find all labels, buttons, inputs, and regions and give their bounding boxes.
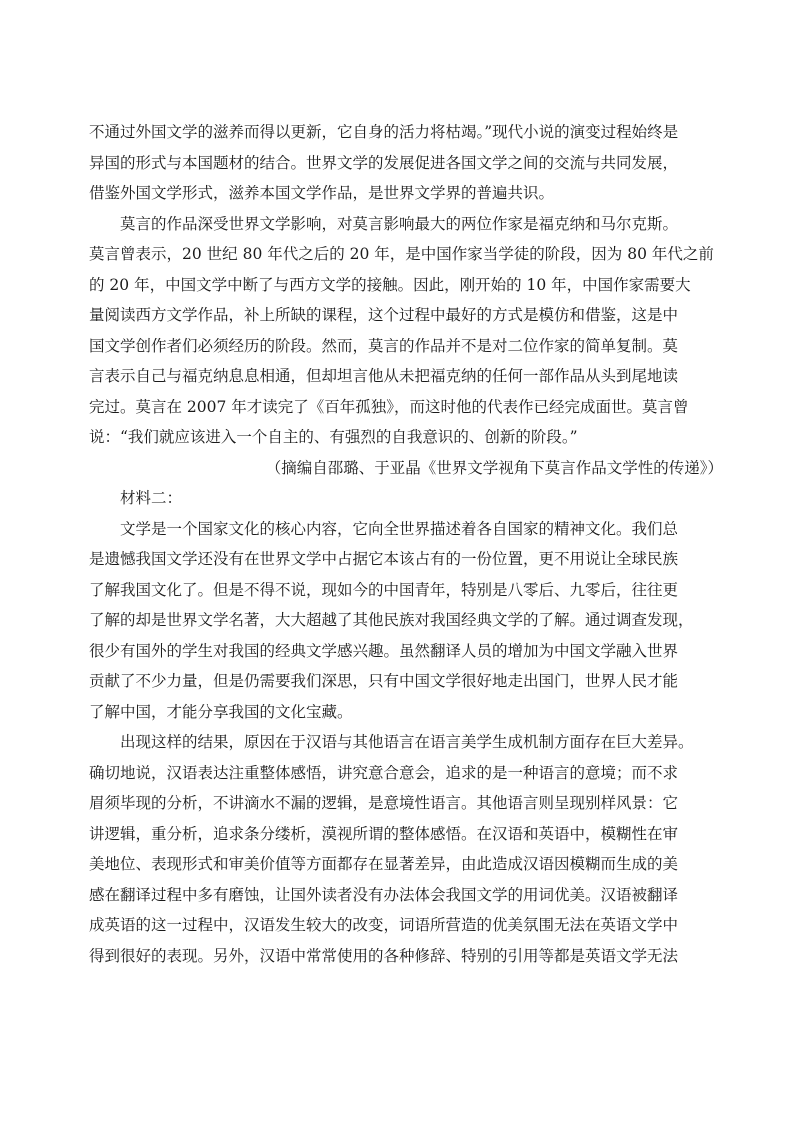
text-line: 莫言的作品深受世界文学影响，对莫言影响最大的两位作家是福克纳和马尔克斯。: [120, 214, 679, 233]
text-line: 了解中国，才能分享我国的文化宝藏。: [89, 702, 353, 721]
text-line: 是遗憾我国文学还没有在世界文学中占据它本该占有的一份位置，更不用说让全球民族: [89, 550, 679, 568]
text-line: 得到很好的表现。另外，汉语中常常使用的各种修辞、特别的引用等都是英语文学无法: [89, 946, 679, 965]
text-line: 完过。莫言在 2007 年才读完了《百年孤独》，而这时他的代表作已经完成面世。莫言曾: [89, 397, 689, 416]
text-line: 出现这样的结果，原因在于汉语与其他语言在语言美学生成机制方面存在巨大差异。: [120, 733, 694, 751]
text-line: 国文学创作者们必须经历的阶段。然而，莫言的作品并不是对二位作家的简单复制。莫: [89, 336, 679, 355]
text-line: 异国的形式与本国题材的结合。世界文学的发展促进各国文学之间的交流与共同发展，: [89, 153, 679, 172]
text-line: 莫言曾表示，20 世纪 80 年代之后的 20 年，是中国作家当学徒的阶段，因为 80 年代之前: [89, 245, 714, 263]
text-line: 说：“我们就应该进入一个自主的、有强烈的自我意识的、创新的阶段。”: [89, 428, 578, 446]
text-line: 成英语的这一过程中，汉语发生较大的改变，词语所营造的优美氛围无法在英语文学中: [89, 916, 679, 934]
text-line: 了解的却是世界文学名著，大大超越了其他民族对我国经典文学的了解。通过调查发现，: [89, 611, 694, 629]
text-line: 了解我国文化了。但是不得不说，现如今的中国青年，特别是八零后、九零后，往往更: [89, 580, 679, 599]
text-line: 的 20 年，中国文学中断了与西方文学的接触。因此，刚开始的 10 年，中国作家需要大: [89, 275, 691, 294]
text-line: 眉须毕现的分析，不讲滴水不漏的逻辑，是意境性语言。其他语言则呈现别样风景：它: [89, 794, 679, 812]
text-line: 量阅读西方文学作品，补上所缺的课程，这个过程中最好的方式是模仿和借鉴，这是中: [89, 306, 679, 324]
document-page: [89, 117, 729, 971]
text-line: 借鉴外国文学形式，滋养本国文学作品，是世界文学界的普遍共识。: [89, 184, 555, 202]
text-line: 讲逻辑，重分析，追求条分缕析，漠视所谓的整体感悟。在汉语和英语中，模糊性在审: [89, 824, 679, 843]
text-line: 贡献了不少力量，但是仍需要我们深思，只有中国文学很好地走出国门，世界人民才能: [89, 672, 679, 690]
text-line: 确切地说，汉语表达注重整体感悟，讲究意合意会，追求的是一种语言的意境；而不求: [89, 763, 679, 782]
section-heading: 材料二：: [120, 489, 183, 507]
text-line: 言表示自己与福克纳息息相通，但却坦言他从未把福克纳的任何一部作品从头到尾地读: [89, 367, 679, 385]
text-line: 美地位、表现形式和审美价值等方面都存在显著差异，由此造成汉语因模糊而生成的美: [89, 855, 679, 873]
text-line: 文学是一个国家文化的核心内容，它向全世界描述着各自国家的精神文化。我们总: [120, 519, 679, 538]
source-citation: （摘编自邵璐、于亚晶《世界文学视角下莫言作品文学性的传递》）: [265, 458, 723, 477]
text-line: 感在翻译过程中多有磨蚀，让国外读者没有办法体会我国文学的用词优美。汉语被翻译: [89, 885, 679, 904]
text-line: 不通过外国文学的滋养而得以更新，它自身的活力将枯竭。”现代小说的演变过程始终是: [89, 123, 679, 141]
text-line: 很少有国外的学生对我国的经典文学感兴趣。虽然翻译人员的增加为中国文学融入世界: [89, 641, 679, 660]
